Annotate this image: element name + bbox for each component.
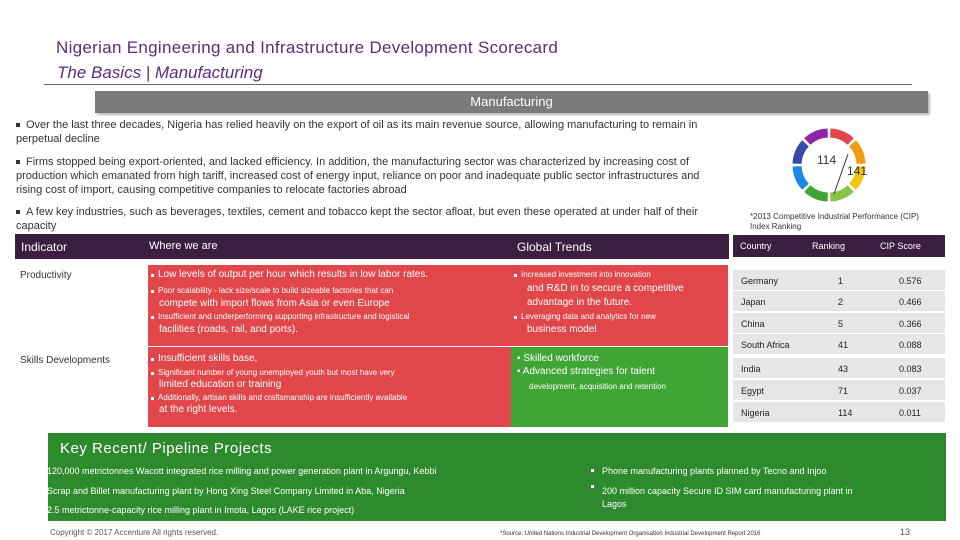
bullet-marker: [33, 496, 36, 499]
list-item: Additionally, artisan skills and craftsmanship are insufficiently available: [150, 392, 407, 404]
header-ranking: Ranking: [812, 241, 846, 251]
cip-table-row: [733, 291, 945, 311]
table-row: [15, 347, 729, 429]
ring-segment: [830, 133, 850, 141]
project-item: 200 million capacity Secure ID SIM card manufacturing plant in: [602, 486, 853, 496]
ranking-cell: 2: [838, 297, 844, 307]
header-cip-score: CIP Score: [880, 241, 921, 251]
cip-table-row: [733, 380, 945, 400]
country-cell: India: [741, 364, 761, 374]
cip-table-row: [733, 270, 945, 290]
list-item: Significant number of young unemployed youth but most have very: [150, 367, 395, 379]
score-cell: 0.366: [899, 319, 922, 329]
ranking-value-a: 114: [817, 153, 837, 167]
cip-table-row: [733, 334, 945, 354]
project-item: 120,000 metrictonnes Wacott integrated rice milling and power generation plant in Argungu, Kebbi: [47, 466, 437, 476]
header-indicator: Indicator: [21, 240, 68, 254]
list-item-continued: advantage in the future.: [527, 297, 633, 308]
ranking-cell: 5: [838, 319, 844, 329]
list-item: ▪ Skilled workforce: [517, 353, 599, 364]
bullet-marker: [33, 484, 36, 487]
cip-table-row: [733, 358, 945, 378]
score-cell: 0.576: [899, 276, 922, 286]
bullet-2: Firms stopped being export-oriented, and lacked efficiency. In addition, the manufacturing sector was characterized by increasing cost of production which emanated from high tariff, increased cost of energy input, reliance on poor and inadequate public sector infrastructures and rising cost of import, causing competitive companies to relocate factories abroad: [16, 156, 700, 196]
cip-table-header: [733, 235, 945, 257]
list-item: Insufficient and underperforming supporting infrastructure and logistical: [150, 311, 410, 323]
ring-segment: [853, 143, 861, 163]
global-trends-cell: [511, 347, 728, 427]
page-title: Nigerian Engineering and Infrastructure Development Scorecard: [56, 38, 559, 57]
country-cell: Egypt: [741, 386, 765, 396]
list-item-continued: development, acquisition and retention: [529, 382, 666, 391]
ranking-cell: 43: [838, 364, 849, 374]
header-global-trends: Global Trends: [517, 240, 592, 254]
title-divider: [44, 84, 912, 85]
list-item: Low levels of output per hour which results in low labor rates.: [150, 269, 428, 281]
list-item-continued: business model: [527, 324, 597, 335]
copyright: Copyright © 2017 Accenture All rights reserved.: [50, 528, 219, 537]
where-we-are-cell: [148, 347, 520, 427]
header-country: Country: [740, 241, 772, 251]
score-cell: 0.011: [899, 408, 921, 418]
bullet-marker: [33, 469, 36, 472]
score-cell: 0.466: [899, 297, 922, 307]
ranking-cell: 71: [838, 386, 849, 396]
ring-segment: [797, 143, 805, 163]
country-cell: Nigeria: [741, 408, 770, 418]
list-item-continued: and R&D in to secure a competitive: [527, 283, 684, 294]
bullet-3: A few key industries, such as beverages, textiles, cement and tobacco kept the sector afloat, but even these operated at under half of their capacity: [16, 206, 699, 232]
project-item: Phone manufacturing plants planned by Tecno and Injoo: [602, 466, 827, 476]
table-row: [15, 260, 729, 345]
list-item-continued: limited education or training: [159, 379, 282, 390]
where-we-are-cell: [148, 265, 520, 346]
ring-segment: [807, 189, 827, 197]
score-cell: 0.088: [899, 340, 922, 350]
ring-segment: [830, 189, 850, 197]
global-trends-cell: [511, 265, 728, 346]
page-subtitle: The Basics | Manufacturing: [57, 63, 263, 82]
page-number: 13: [900, 527, 911, 537]
cip-table-row: [733, 313, 945, 333]
score-cell: 0.037: [899, 386, 922, 396]
ranking-cell: 1: [838, 276, 844, 286]
country-cell: South Africa: [741, 340, 790, 350]
ranking-cell: 114: [838, 408, 853, 418]
country-cell: China: [741, 319, 765, 329]
list-item: Leveraging data and analytics for new: [513, 311, 656, 323]
bullet-1: Over the last three decades, Nigeria has relied heavily on the export of oil as its main revenue source, allowing manufacturing to remain in perpetual decline: [16, 119, 698, 145]
source-note: *Source: United Nations Industrial Development Organisation Industrial Development Report 2016: [500, 531, 761, 537]
list-item: Increased investment into innovation: [513, 269, 651, 281]
list-item: Poor scalability - lack size/scale to build sizeable factories that can: [150, 285, 393, 297]
ring-segment: [807, 133, 827, 141]
country-cell: Germany: [741, 276, 779, 286]
ranking-cell: 41: [838, 340, 849, 350]
bullet-marker: [591, 469, 594, 472]
cip-table-row: [733, 402, 945, 422]
list-item-continued: compete with import flows from Asia or even Europe: [159, 298, 390, 309]
list-item: Insufficient skills base,: [150, 353, 257, 365]
list-item-continued: at the right levels.: [159, 404, 238, 415]
list-item: ▪ Advanced strategies for talent: [517, 366, 656, 377]
project-item: Scrap and Billet manufacturing plant by Hong Xing Steel Company Limited in Aba, Nigeria: [47, 486, 405, 496]
bullet-marker: [591, 485, 594, 488]
list-item-continued: facilities (roads, rail, and ports).: [159, 324, 298, 335]
key-projects-title: Key Recent/ Pipeline Projects: [60, 440, 273, 457]
section-header-bar: Manufacturing: [95, 91, 928, 113]
indicator-label: Productivity: [20, 270, 72, 281]
project-item: 2.5 metrictonne-capacity rice milling plant in Imota, Lagos (LAKE rice project): [47, 505, 355, 515]
country-cell: Japan: [741, 297, 766, 307]
ranking-value-b: 141: [847, 164, 868, 178]
indicator-table-header: [15, 234, 729, 259]
indicator-label: Skills Developments: [20, 355, 111, 366]
header-where-we-are: Where we are: [149, 240, 218, 252]
ring-segment: [797, 166, 805, 186]
project-item: Lagos: [602, 499, 627, 509]
score-cell: 0.083: [899, 364, 922, 374]
ranking-footnote: *2013 Competitive Industrial Performance (CIP) Index Ranking: [750, 212, 919, 231]
